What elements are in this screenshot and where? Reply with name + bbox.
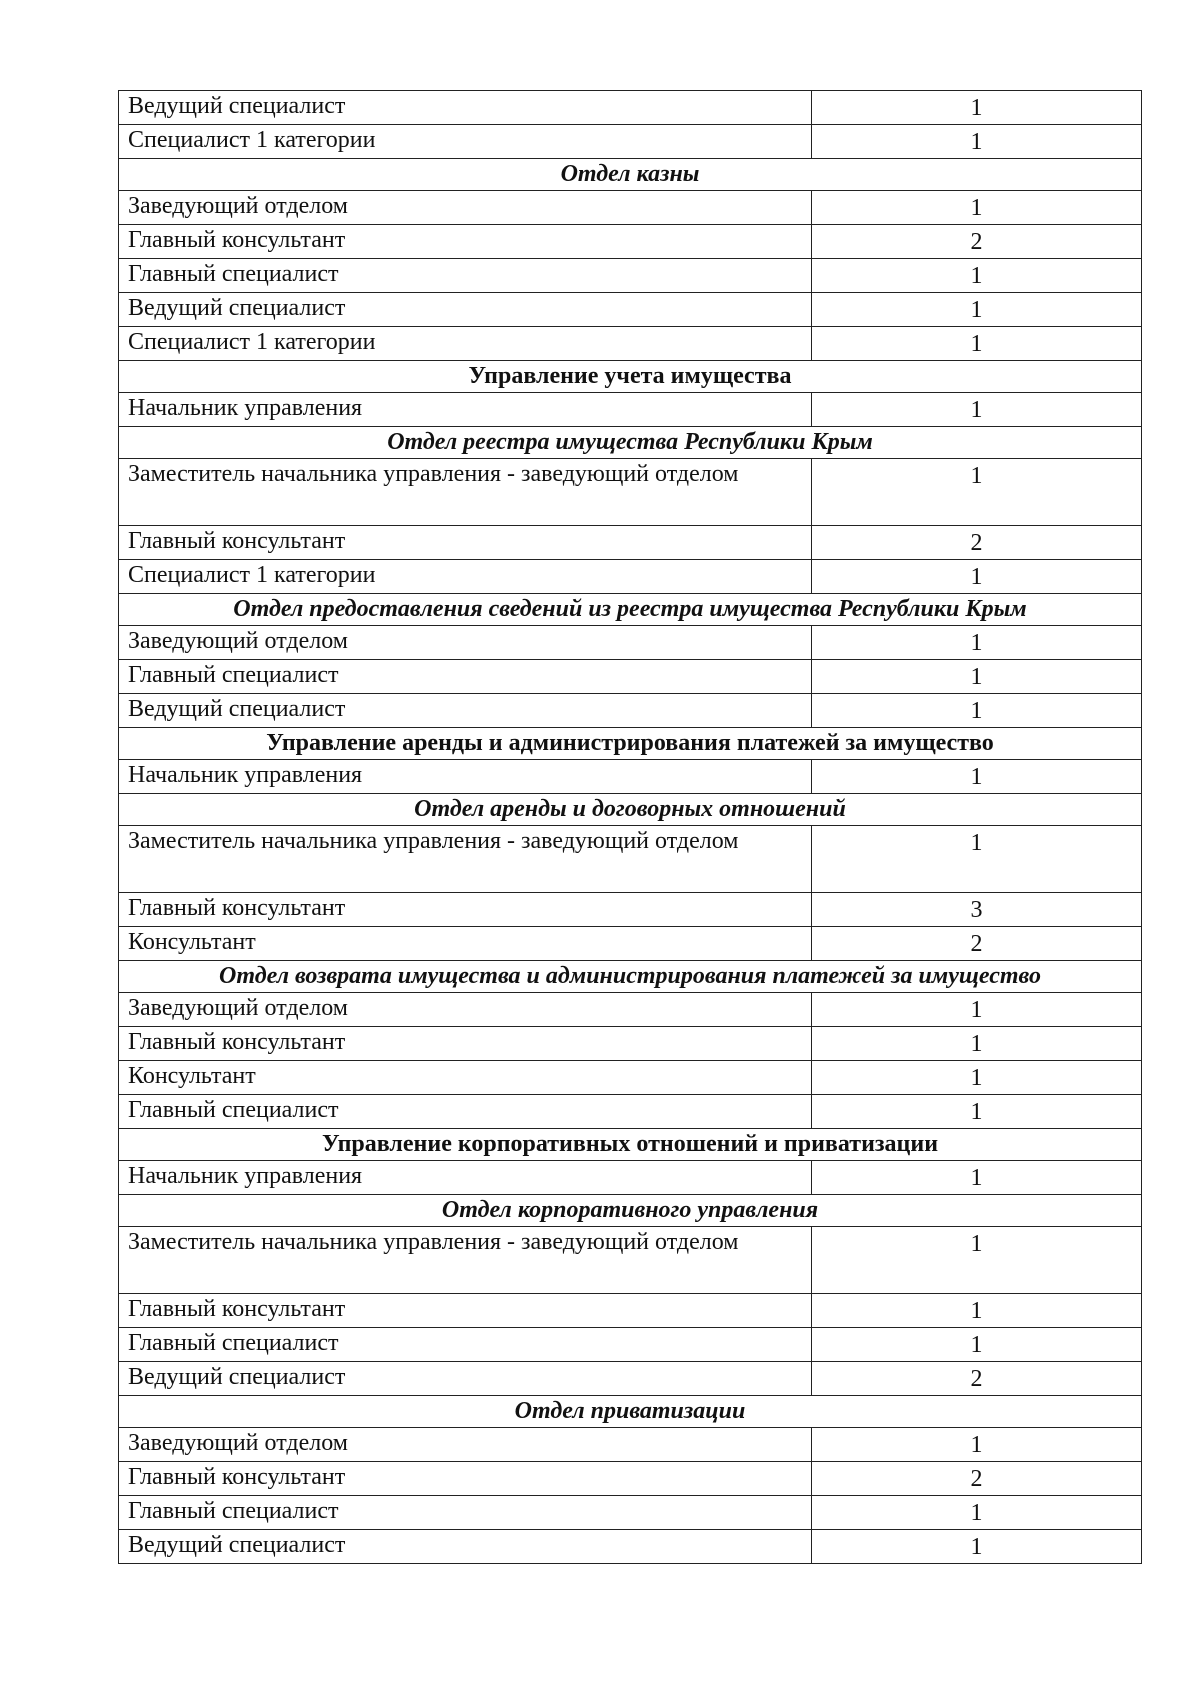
position-count: 1 [812,91,1142,125]
position-row [119,1462,1142,1496]
position-row [119,459,1142,526]
position-row [119,694,1142,728]
position-title: Главный консультант [119,1027,812,1061]
position-row [119,293,1142,327]
position-title: Главный консультант [119,1294,812,1328]
position-title: Главный специалист [119,1328,812,1362]
department-heading-row [119,1396,1142,1428]
department-heading: Отдел предоставления сведений из реестра имущества Республики Крым [119,594,1142,626]
position-title: Ведущий специалист [119,91,812,125]
department-heading: Отдел корпоративного управления [119,1195,1142,1227]
department-heading: Отдел казны [119,159,1142,191]
position-row [119,1328,1142,1362]
position-count: 1 [812,1061,1142,1095]
position-row [119,1061,1142,1095]
position-title: Главный специалист [119,660,812,694]
position-count: 2 [812,526,1142,560]
position-row [119,660,1142,694]
position-row [119,560,1142,594]
department-heading-row [119,794,1142,826]
position-count: 1 [812,993,1142,1027]
position-count: 1 [812,1530,1142,1564]
position-count: 2 [812,1362,1142,1396]
position-row [119,826,1142,893]
position-count: 1 [812,327,1142,361]
position-row [119,1095,1142,1129]
position-row [119,927,1142,961]
position-count: 1 [812,660,1142,694]
staff-table [118,90,1142,1564]
position-count: 1 [812,1027,1142,1061]
position-count: 3 [812,893,1142,927]
position-title: Заведующий отделом [119,1428,812,1462]
position-count: 1 [812,760,1142,794]
position-title: Ведущий специалист [119,293,812,327]
position-title: Главный специалист [119,1496,812,1530]
position-row [119,393,1142,427]
position-count: 2 [812,927,1142,961]
position-row [119,225,1142,259]
position-title: Заместитель начальника управления - заведующий отделом [119,459,812,526]
position-row [119,1161,1142,1195]
position-count: 1 [812,459,1142,526]
position-count: 1 [812,826,1142,893]
department-heading-row [119,961,1142,993]
directorate-heading-row [119,728,1142,760]
position-row [119,993,1142,1027]
position-title: Начальник управления [119,1161,812,1195]
position-count: 1 [812,1496,1142,1530]
department-heading: Отдел приватизации [119,1396,1142,1428]
directorate-heading: Управление учета имущества [119,361,1142,393]
position-count: 1 [812,259,1142,293]
position-row [119,1496,1142,1530]
department-heading: Отдел аренды и договорных отношений [119,794,1142,826]
position-count: 1 [812,191,1142,225]
position-count: 1 [812,293,1142,327]
position-row [119,1530,1142,1564]
position-title: Ведущий специалист [119,1362,812,1396]
position-title: Начальник управления [119,760,812,794]
position-title: Специалист 1 категории [119,327,812,361]
directorate-heading: Управление корпоративных отношений и приватизации [119,1129,1142,1161]
position-count: 1 [812,1328,1142,1362]
position-count: 1 [812,1227,1142,1294]
directorate-heading-row [119,361,1142,393]
department-heading-row [119,1195,1142,1227]
position-title: Главный консультант [119,1462,812,1496]
position-row [119,893,1142,927]
position-count: 1 [812,626,1142,660]
position-title: Заместитель начальника управления - заведующий отделом [119,1227,812,1294]
position-title: Заведующий отделом [119,626,812,660]
position-title: Консультант [119,1061,812,1095]
position-title: Заместитель начальника управления - заведующий отделом [119,826,812,893]
position-row [119,1428,1142,1462]
position-row [119,327,1142,361]
position-row [119,1027,1142,1061]
position-count: 1 [812,1294,1142,1328]
position-title: Ведущий специалист [119,1530,812,1564]
position-count: 1 [812,560,1142,594]
department-heading-row [119,159,1142,191]
department-heading: Отдел возврата имущества и администрирования платежей за имущество [119,961,1142,993]
position-row [119,259,1142,293]
position-title: Главный специалист [119,1095,812,1129]
directorate-heading: Управление аренды и администрирования платежей за имущество [119,728,1142,760]
position-count: 1 [812,1428,1142,1462]
position-row [119,760,1142,794]
position-count: 1 [812,125,1142,159]
position-row [119,1294,1142,1328]
department-heading: Отдел реестра имущества Республики Крым [119,427,1142,459]
position-title: Заведующий отделом [119,191,812,225]
position-row [119,626,1142,660]
position-row [119,91,1142,125]
staff-table-body [119,91,1142,1564]
position-count: 1 [812,694,1142,728]
position-count: 1 [812,1095,1142,1129]
position-title: Главный консультант [119,526,812,560]
position-title: Главный консультант [119,225,812,259]
position-count: 1 [812,1161,1142,1195]
position-title: Ведущий специалист [119,694,812,728]
position-row [119,1227,1142,1294]
position-title: Главный специалист [119,259,812,293]
position-count: 2 [812,1462,1142,1496]
position-count: 1 [812,393,1142,427]
position-row [119,191,1142,225]
position-title: Начальник управления [119,393,812,427]
department-heading-row [119,594,1142,626]
directorate-heading-row [119,1129,1142,1161]
position-row [119,1362,1142,1396]
position-row [119,125,1142,159]
position-title: Специалист 1 категории [119,560,812,594]
position-row [119,526,1142,560]
department-heading-row [119,427,1142,459]
position-title: Специалист 1 категории [119,125,812,159]
position-count: 2 [812,225,1142,259]
position-title: Консультант [119,927,812,961]
position-title: Главный консультант [119,893,812,927]
position-title: Заведующий отделом [119,993,812,1027]
